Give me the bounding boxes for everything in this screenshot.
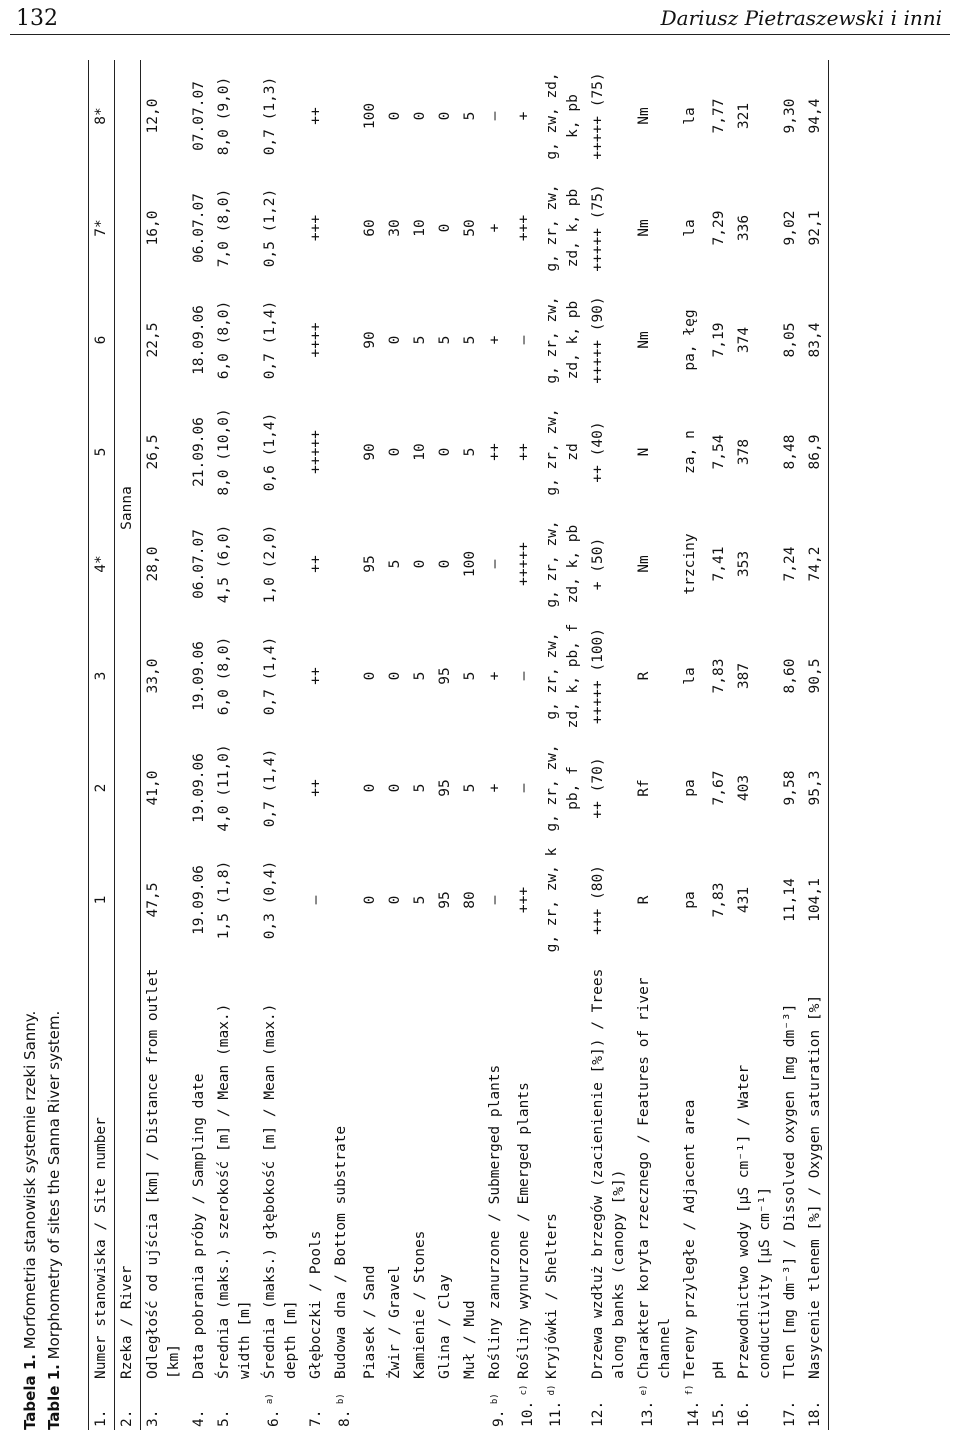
table-cell: g, zw, zd, k, pb (544, 72, 582, 160)
table-cell: 06.07.07 (191, 193, 207, 263)
row-label: Kamienie / Stones (411, 1230, 428, 1379)
table-cell (329, 732, 358, 844)
table-cell: 0,6 (1,4) (262, 412, 278, 492)
table-cell: g, zr, zw, zd, k, pb (544, 520, 582, 608)
table-cell: ++ (308, 107, 324, 125)
row-label: Tereny przyległe / Adjacent area (682, 1099, 699, 1379)
table-cell: 0 (386, 783, 403, 793)
table-cell: +++ (80) (590, 865, 607, 935)
row-number (358, 1382, 383, 1430)
table-cell: 2 (89, 732, 115, 844)
table-cell: 321 (736, 102, 753, 130)
table-cell: ++ (486, 443, 503, 461)
table-cell: 86,9 (803, 396, 829, 508)
table-cell: 4* (89, 508, 115, 620)
table-cell: +++++ (515, 542, 532, 586)
row-label: Średnia (maks.) głębokość [m] / Mean (max.) depth [m] (262, 1003, 299, 1379)
table-row (304, 60, 329, 1430)
row-footnote: d) (547, 1384, 558, 1401)
row-number: 1. (89, 1382, 115, 1430)
table-cell: 16,0 (145, 210, 161, 246)
row-footnote: b) (489, 1393, 500, 1410)
table-row (778, 60, 803, 1430)
table-cell: + (515, 111, 532, 121)
table-row (115, 60, 141, 1430)
table-cell: 8,60 (782, 658, 799, 694)
page-number: 132 (16, 6, 58, 31)
table-cell: +++++ (100) (590, 627, 607, 725)
table-cell: ++ (308, 555, 324, 573)
table-cell: 7,19 (711, 322, 728, 358)
table-cell: 0 (436, 111, 453, 121)
table-cell: 95 (436, 891, 453, 909)
table-cell: 5 (461, 783, 478, 793)
table-cell: – (486, 895, 503, 905)
table-cell: 0 (411, 559, 428, 569)
table-cell: 104,1 (803, 844, 829, 956)
row-footnote: c) (518, 1384, 529, 1401)
table-cell: 0 (386, 335, 403, 345)
table-cell: +++++ (90) (590, 296, 607, 384)
table-cell: 5 (461, 111, 478, 121)
row-label: Średnia (maks.) szerokość [m] / Mean (max.) width [m] (216, 1003, 253, 1379)
table-cell: 7,0 (8,0) (216, 188, 232, 268)
table-cell: g, zr, zw, zd, k, pb, f (544, 623, 582, 729)
table-cell: 5 (411, 335, 428, 345)
table-cell: 403 (736, 774, 753, 802)
table-cell: 9,58 (782, 770, 799, 806)
table-cell (329, 508, 358, 620)
table-row (483, 60, 512, 1430)
header-rule (10, 34, 950, 35)
row-label: Charakter koryta rzecznego / Features of river channel (636, 977, 674, 1379)
row-label: Żwir / Gravel (386, 1265, 403, 1379)
table-cell: 92,1 (803, 172, 829, 284)
table-cell: 0 (386, 671, 403, 681)
table-row (408, 60, 433, 1430)
table-cell: 33,0 (145, 658, 161, 694)
table-cell: 41,0 (145, 770, 161, 806)
table-cell: 336 (736, 214, 753, 242)
table-cell: 5 (461, 671, 478, 681)
table-cell: 8,05 (782, 322, 799, 358)
table-cell (329, 172, 358, 284)
page-header (0, 0, 960, 40)
table-cell: la (682, 219, 699, 237)
table-cell: 1 (89, 844, 115, 956)
table-cell: 0 (361, 671, 378, 681)
row-number: 2. (115, 1382, 141, 1430)
table-cell: 5 (436, 335, 453, 345)
table-caption (18, 1011, 66, 1430)
table-cell: 353 (736, 550, 753, 578)
row-number (433, 1382, 458, 1430)
table-cell: 19.09.06 (191, 865, 207, 935)
table-cell: 8,48 (782, 434, 799, 470)
table-cell: 0 (436, 447, 453, 457)
table-cell: 4,5 (6,0) (216, 524, 232, 604)
table-cell: 7,83 (711, 658, 728, 694)
table-row (707, 60, 732, 1430)
row-number: 7. (308, 1409, 324, 1427)
row-number (408, 1382, 433, 1430)
morphometry-table (88, 60, 829, 1430)
table-cell: 5 (411, 895, 428, 905)
table-cell (329, 396, 358, 508)
table-row (586, 60, 632, 1430)
table-cell: 0,7 (1,4) (262, 636, 278, 716)
table-cell: + (50) (590, 537, 607, 591)
row-number: 18. (803, 1382, 829, 1430)
table-cell: 90,5 (803, 620, 829, 732)
table-cell: 387 (736, 662, 753, 690)
table-cell: la (682, 107, 699, 125)
table-cell: 5 (411, 783, 428, 793)
table-cell: 47,5 (145, 882, 161, 918)
table-cell: pa, łęg (682, 309, 699, 371)
table-cell: 7,77 (711, 98, 728, 134)
table-cell: ++ (40) (590, 421, 607, 483)
table-cell: + (486, 335, 503, 345)
table-cell: 26,5 (145, 434, 161, 470)
running-head: Dariusz Pietraszewski i inni (660, 6, 942, 30)
table-row (358, 60, 383, 1430)
row-number: 14. $^{f)}$ (685, 1384, 703, 1427)
row-number (383, 1382, 408, 1430)
table-cell: 4,0 (11,0) (216, 744, 232, 832)
table-cell: – (486, 559, 503, 569)
table-cell: 60 (361, 219, 378, 237)
table-row (732, 60, 778, 1430)
table-row (329, 60, 358, 1430)
table-cell: 9,30 (782, 98, 799, 134)
table-cell: 07.07.07 (191, 81, 207, 151)
table-cell (329, 284, 358, 396)
table-cell: g, zr, zw, zd, k, pb (544, 296, 582, 384)
table-cell: 95,3 (803, 732, 829, 844)
table-cell: + (486, 671, 503, 681)
table-cell: ++ (515, 443, 532, 461)
row-label: Rośliny wynurzone / Emerged plants (515, 1082, 532, 1379)
table-cell: Nm (636, 107, 653, 125)
table-cell: 1,0 (2,0) (262, 524, 278, 604)
table-cell: Rf (636, 779, 653, 797)
table-cell: ++++ (308, 322, 324, 358)
caption-en-text: Morphometry of sites the Sanna River system. (45, 1010, 63, 1360)
table-row (632, 60, 678, 1430)
table-cell: 95 (436, 779, 453, 797)
table-cell: 100 (461, 550, 478, 578)
table-cell: +++++ (308, 430, 324, 474)
table-cell: 7,54 (711, 434, 728, 470)
table-cell: Nm (636, 555, 653, 573)
table-cell: za, n (682, 430, 699, 474)
row-number: 4. (191, 1409, 207, 1427)
table-cell: 7,41 (711, 546, 728, 582)
table-cell: ++ (70) (590, 757, 607, 819)
row-label: Tlen [mg dm⁻³] / Dissolved oxygen [mg dm⁻³] (782, 1003, 799, 1379)
table-cell: +++++ (75) (590, 72, 607, 160)
table-cell: +++ (515, 886, 532, 914)
table-cell: 0 (436, 559, 453, 569)
table-cell: 0,7 (1,4) (262, 300, 278, 380)
table-cell: 22,5 (145, 322, 161, 358)
table-cell: R (636, 671, 653, 681)
table-cell: 1,5 (1,8) (216, 860, 232, 940)
table-cell (329, 60, 358, 172)
table-cell: pa (682, 891, 699, 909)
table-cell: 83,4 (803, 284, 829, 396)
table-cell: 95 (436, 667, 453, 685)
table-cell: 94,4 (803, 60, 829, 172)
table-cell: 74,2 (803, 508, 829, 620)
table-cell: 95 (361, 555, 378, 573)
table-cell: g, zr, zw, zd (544, 408, 582, 496)
table-row (258, 60, 304, 1430)
table-cell (329, 620, 358, 732)
table-cell: g, zr, zw, pb, f (544, 744, 582, 832)
table-cell: 7* (89, 172, 115, 284)
row-number: 17. (782, 1400, 799, 1427)
caption-pl-text: Morfometria stanowisk systemie rzeki Sanny. (21, 1010, 39, 1350)
table-cell: 378 (736, 438, 753, 466)
row-label: Rośliny zanurzone / Submerged plants (486, 1064, 503, 1379)
table-cell: 5 (89, 396, 115, 508)
table-cell: ++ (308, 667, 324, 685)
table-cell: – (486, 111, 503, 121)
table-cell: 0,7 (1,4) (262, 748, 278, 828)
table-cell: 431 (736, 886, 753, 914)
table-cell: 3 (89, 620, 115, 732)
table-cell: 7,83 (711, 882, 728, 918)
table-cell: 18.09.06 (191, 305, 207, 375)
table-row (89, 60, 115, 1430)
row-label: Numer stanowiska / Site number (89, 956, 115, 1382)
row-label: Piasek / Sand (361, 1265, 378, 1379)
row-number: 6. $^{a)}$ (265, 1393, 282, 1427)
table-row (187, 60, 212, 1430)
row-number: 15. (711, 1400, 728, 1427)
table-cell: trzciny (682, 533, 699, 595)
table-cell: 0 (361, 783, 378, 793)
table-cell: 5 (461, 335, 478, 345)
table-cell: + (486, 223, 503, 233)
table-cell: g, zr, zw, zd, k, pb (544, 184, 582, 272)
table-cell: 19.09.06 (191, 641, 207, 711)
table-row (383, 60, 408, 1430)
table-cell: 0 (411, 111, 428, 121)
row-number: 12. (590, 1400, 607, 1427)
table-cell: – (308, 895, 324, 905)
table-cell: 0 (361, 895, 378, 905)
table-cell: 8,0 (10,0) (216, 408, 232, 496)
row-label: Rzeka / River (115, 956, 141, 1382)
table-cell: la (682, 667, 699, 685)
table-cell: 12,0 (145, 98, 161, 134)
table-row (212, 60, 258, 1430)
table-cell: 0,5 (1,2) (262, 188, 278, 268)
table-cell: 06.07.07 (191, 529, 207, 599)
table-cell: Nm (636, 331, 653, 349)
table-cell: R (636, 895, 653, 905)
table-cell: +++ (515, 214, 532, 242)
table-cell: 0 (436, 223, 453, 233)
table-row (803, 60, 829, 1430)
caption-pl-label: Tabela 1. (21, 1354, 39, 1430)
row-label: Przewodnictwo wody [µS cm⁻¹] / Water conductivity [µS cm⁻¹] (736, 1064, 774, 1379)
table-cell: Nm (636, 219, 653, 237)
table-row (512, 60, 541, 1430)
table-cell: +++ (308, 214, 324, 242)
table-cell: 50 (461, 219, 478, 237)
row-number (458, 1382, 483, 1430)
river-name-cell: Sanna (115, 60, 141, 956)
table-cell: 0,3 (0,4) (262, 860, 278, 940)
table-row (458, 60, 483, 1430)
table-cell: – (515, 783, 532, 793)
table-cell: 0 (386, 111, 403, 121)
table-cell: 8,0 (9,0) (216, 76, 232, 156)
table-row (540, 60, 586, 1430)
row-number: 16. (736, 1400, 753, 1427)
row-footnote: a) (265, 1393, 275, 1410)
row-label: Kryjówki / Shelters (544, 1213, 561, 1379)
row-number: 10. $^{c)}$ (518, 1384, 536, 1427)
row-number: 9. $^{b)}$ (489, 1393, 507, 1427)
row-number: 5. (216, 1409, 232, 1427)
table-cell: g, zr, zw, k (544, 847, 561, 953)
row-label: Data pobrania próby / Sampling date (191, 1073, 207, 1379)
row-number: 3. (145, 1409, 161, 1427)
row-label: Glina / Clay (436, 1274, 453, 1379)
table-cell: 374 (736, 326, 753, 354)
table-cell: ++ (308, 779, 324, 797)
row-number: 13. $^{e)}$ (639, 1384, 657, 1427)
table-cell: 9,02 (782, 210, 799, 246)
row-number: 8. $^{b)}$ (336, 1393, 353, 1427)
row-label: Głęboczki / Pools (308, 1230, 324, 1379)
table-cell: 0 (386, 447, 403, 457)
table-cell: pa (682, 779, 699, 797)
table-cell (329, 844, 358, 956)
table-cell: 10 (411, 443, 428, 461)
table-cell: 7,29 (711, 210, 728, 246)
table-cell: 6,0 (8,0) (216, 636, 232, 716)
caption-en-label: Table 1. (45, 1364, 63, 1430)
table-cell: 30 (386, 219, 403, 237)
row-label: Budowa dna / Bottom substrate (333, 1125, 349, 1379)
row-footnote: b) (336, 1393, 346, 1410)
table-cell: 90 (361, 443, 378, 461)
table-row (678, 60, 707, 1430)
row-footnote: f) (685, 1384, 696, 1401)
table-cell: N (636, 447, 653, 457)
table-cell: 0 (386, 895, 403, 905)
table-cell: 28,0 (145, 546, 161, 582)
table-cell: 80 (461, 891, 478, 909)
row-label: Drzewa wzdłuż brzegów (zacienienie [%]) / Trees along banks (canopy [%]) (590, 968, 628, 1379)
rotated-table-block (18, 60, 918, 1430)
table-cell: 11,14 (782, 878, 799, 922)
table-cell: 10 (411, 219, 428, 237)
table-cell: 7,24 (782, 546, 799, 582)
table-cell: – (515, 671, 532, 681)
row-label: Odległość od ujścia [km] / Distance from outlet [km] (145, 968, 182, 1379)
table-cell: 5 (411, 671, 428, 681)
table-cell: 5 (386, 559, 403, 569)
row-footnote: e) (639, 1384, 650, 1401)
table-cell: 5 (461, 447, 478, 457)
table-cell: 6 (89, 284, 115, 396)
table-cell: 7,67 (711, 770, 728, 806)
table-cell: +++++ (75) (590, 184, 607, 272)
table-cell: – (515, 335, 532, 345)
table-cell: 0,7 (1,3) (262, 76, 278, 156)
table-cell: 6,0 (8,0) (216, 300, 232, 380)
table-cell: 19.09.06 (191, 753, 207, 823)
table-cell: 21.09.06 (191, 417, 207, 487)
table-row (433, 60, 458, 1430)
row-label: Muł / Mud (461, 1300, 478, 1379)
table-cell: 8* (89, 60, 115, 172)
row-label: Nasycenie tlenem [%] / Oxygen saturation [%] (803, 956, 829, 1382)
row-number: 11. $^{d)}$ (547, 1384, 565, 1427)
table-row (141, 60, 188, 1430)
row-label: pH (711, 1361, 728, 1379)
table-cell: 100 (361, 102, 378, 130)
table-cell: 90 (361, 331, 378, 349)
table-cell: + (486, 783, 503, 793)
